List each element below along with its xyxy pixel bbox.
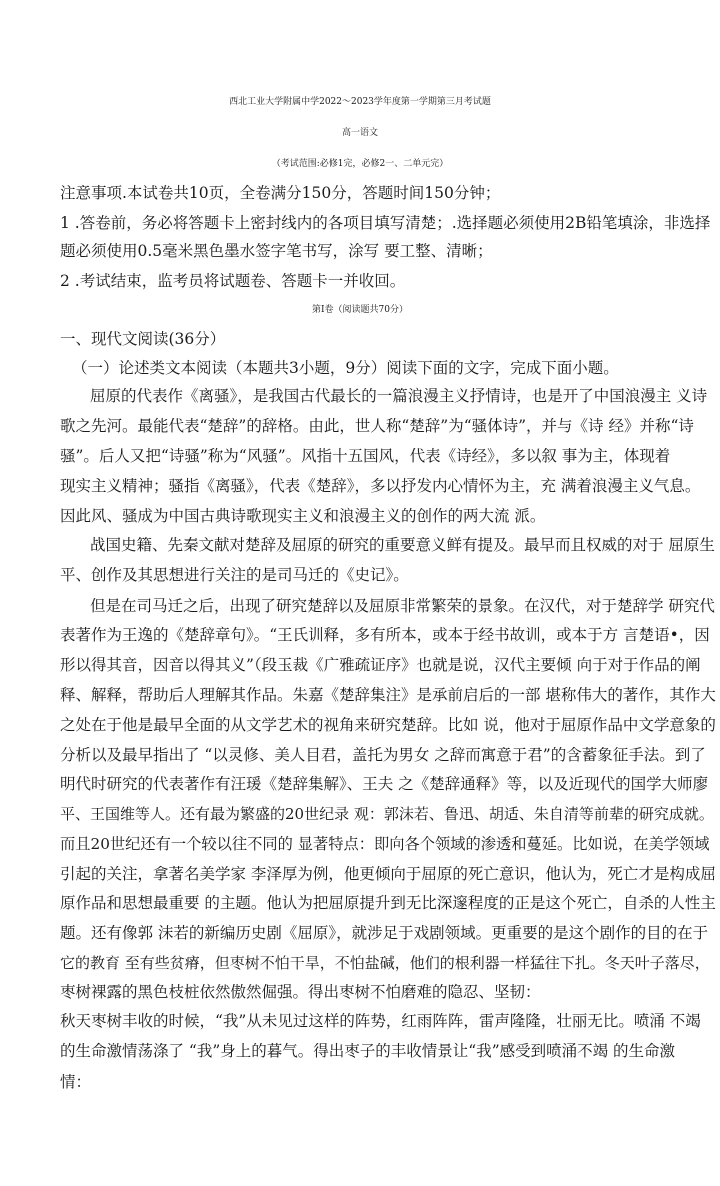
subject-title: 高一语文 <box>341 128 378 138</box>
body-line: 它的教育 至有些贫瘠，但枣树不怕干旱，不怕盐碱，他们的根利器一样猛往下扎。冬天叶子落尽， <box>60 954 710 972</box>
body-line: 因此风、骚成为中国古典诗歌现实主义和浪漫主义的创作的两大流 派。 <box>60 507 546 525</box>
body-line: 释、解释，帮助后人理解其作品。朱嘉《楚辞集注》是承前启后的一部 堪称伟大的著作，其作大 <box>60 686 716 704</box>
body-line: 的生命激情荡涤了 “我”身上的暮气。得出枣子的丰收情景让“我”感受到喷涌不竭 的生命激 <box>60 1042 676 1060</box>
body-line: 秋天枣树丰收的时候，“我”从未见过这样的阵势，红雨阵阵，雷声隆隆，壮丽无比。喷涌 不竭 <box>60 1012 701 1030</box>
notes-line: 注意事项.本试卷共10页，全卷满分150分，答题时间150分钟； <box>60 184 501 202</box>
notes-line: 1 .答卷前，务必将答题卡上密封线内的各项目填写清楚；.选择题必须使用2B铅笔填涂，非选择 <box>60 214 711 232</box>
body-line: 平、创作及其思想进行关注的是司马迁的《史记》。 <box>60 566 409 584</box>
section-title: 一、现代文阅读(36分） <box>60 330 226 348</box>
body-line: 题。还有像郭 沫若的新编历史剧《屈原》，就涉足于戏剧领域。更重要的是这个剧作的目的在于 <box>60 924 709 942</box>
body-line: 但是在司马迁之后，出现了研究楚辞以及屈原非常繁荣的景象。在汉代，对于楚辞学 研究代 <box>90 597 715 615</box>
body-line: 分析以及最早指出了 “以灵修、美人目君，盖托为男女 之辞而寓意于君”的含蓄象征手法。到了 <box>60 746 706 764</box>
body-line: 枣树裸露的黑色枝桩依然傲然倔强。得出枣树不怕磨难的隐忍、坚韧： <box>60 983 541 1001</box>
part-title: 第Ⅰ卷（阅读题共70分） <box>311 305 408 315</box>
body-line: 之处在于他是最早全面的从文学艺术的视角来研究楚辞。比如 说，他对于屈原作品中文学意象的 <box>60 716 716 734</box>
exam-scope: （考试范围:必修1完，必修2一、二单元完） <box>271 159 449 169</box>
notes-line: 题必须使用0.5毫米黑色墨水签字笔书写，涂写 要工整、清晰； <box>60 242 493 260</box>
body-line: 屈原的代表作《离骚》，是我国古代最长的一篇浪漫主义抒情诗，也是开了中国浪漫主 义诗 <box>90 387 708 405</box>
body-line: 表著作为王逸的《楚辞章句》。“王氏训释，多有所本，或本于经书故训，或本于方 言楚语•，因 <box>60 626 710 644</box>
body-line: 战国史籍、先秦文献对楚辞及屈原的研究的重要意义鲜有提及。最早而且权威的对于 屈原生 <box>90 536 715 554</box>
body-line: 而且20世纪还有一个较以往不同的 显著特点：即向各个领域的渗透和蔓延。比如说，在美学领域 <box>60 835 710 853</box>
subsection-title: （一）论述类文本阅读（本题共3小题，9分）阅读下面的文字，完成下面小题。 <box>72 359 619 377</box>
body-line: 骚”。后人又把“诗骚”称为“风骚”。风指十五国风，代表《诗经》，多以叙 事为主，体现着 <box>60 447 671 465</box>
exam-title: 西北工业大学附属中学2022～2023学年度第一学期第三月考试题 <box>229 97 491 107</box>
body-line: 原作品和思想最重要 的主题。他认为把屈原提升到无比深邃程度的正是这个死亡，自杀的人性主 <box>60 894 716 912</box>
body-line: 引起的关注，拿著名美学家 李泽厚为例，他更倾向于屈原的死亡意识，他认为，死亡才是构成屈 <box>60 865 716 883</box>
body-line: 明代时研究的代表著作有汪瑗《楚辞集解》、王夫 之《楚辞通释》等，以及近现代的国学大师廖 <box>60 775 709 793</box>
body-line: 平、王国维等人。还有最为繁盛的20世纪录 观：郭沫若、鲁迅、胡适、朱自清等前辈的研究成就。 <box>60 805 714 823</box>
body-line: 情： <box>60 1073 92 1091</box>
body-line: 歌之先河。最能代表“楚辞”的辞格。由此，世人称“楚辞”为“骚体诗”，并与《诗 经》并称“诗 <box>60 417 694 435</box>
body-line: 形以得其音，因音以得其义”（段玉裁《广雅疏证序》也就是说，汉代主要倾 向于对于作品的阐 <box>60 656 701 674</box>
body-line: 现实主义精神；骚指《离骚》，代表《楚辞》，多以抒发内心情怀为主，充 满着浪漫主义气息。 <box>60 477 701 495</box>
notes-line: 2 .考试结束，监考员将试题卷、答题卡一并收回。 <box>60 272 406 290</box>
